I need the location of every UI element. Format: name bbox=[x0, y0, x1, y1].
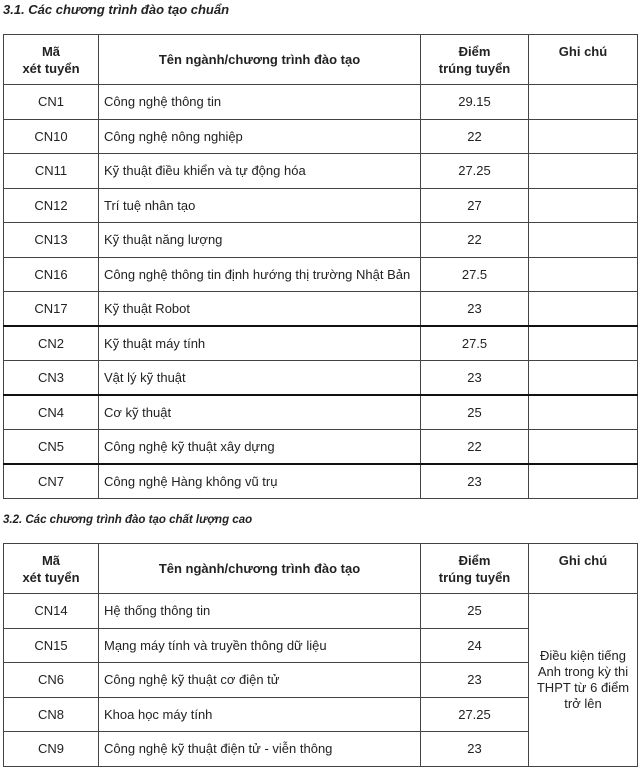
cell-name: Mạng máy tính và truyền thông dữ liệu bbox=[99, 628, 421, 663]
cell-code: CN13 bbox=[4, 223, 99, 258]
header-code-line2: xét tuyển bbox=[22, 570, 80, 585]
cell-score: 25 bbox=[421, 594, 529, 629]
cell-score: 27 bbox=[421, 188, 529, 223]
cell-code: CN15 bbox=[4, 628, 99, 663]
table-row bbox=[4, 464, 638, 499]
standard-programs-table bbox=[3, 34, 638, 499]
table-row bbox=[4, 154, 638, 189]
cell-code: CN8 bbox=[4, 697, 99, 732]
cell-code: CN16 bbox=[4, 257, 99, 292]
cell-name: Cơ kỹ thuật bbox=[99, 395, 421, 430]
cell-note bbox=[529, 292, 638, 327]
cell-score: 23 bbox=[421, 361, 529, 396]
table-row bbox=[4, 326, 638, 361]
cell-name: Kỹ thuật năng lượng bbox=[99, 223, 421, 258]
cell-name: Công nghệ kỹ thuật xây dựng bbox=[99, 430, 421, 465]
table-row bbox=[4, 223, 638, 258]
table-row bbox=[4, 395, 638, 430]
table-row bbox=[4, 257, 638, 292]
cell-code: CN1 bbox=[4, 85, 99, 120]
high-quality-programs-table bbox=[3, 543, 638, 767]
header-score-line2: trúng tuyển bbox=[438, 570, 511, 585]
cell-score: 27.5 bbox=[421, 257, 529, 292]
cell-name: Vật lý kỹ thuật bbox=[99, 361, 421, 396]
cell-name: Công nghệ thông tin định hướng thị trường Nhật Bản bbox=[99, 257, 421, 292]
header-score bbox=[421, 544, 529, 594]
cell-code: CN9 bbox=[4, 732, 99, 767]
cell-code: CN2 bbox=[4, 326, 99, 361]
header-code-line1: Mã bbox=[41, 44, 61, 59]
cell-name: Kỹ thuật điều khiển và tự động hóa bbox=[99, 154, 421, 189]
cell-score: 27.25 bbox=[421, 697, 529, 732]
table-row bbox=[4, 594, 638, 629]
cell-note bbox=[529, 154, 638, 189]
header-note: Ghi chú bbox=[529, 544, 638, 594]
cell-name: Khoa học máy tính bbox=[99, 697, 421, 732]
cell-name: Công nghệ nông nghiệp bbox=[99, 119, 421, 154]
cell-code: CN6 bbox=[4, 663, 99, 698]
cell-score: 23 bbox=[421, 464, 529, 499]
section-title-standard-programs: 3.1. Các chương trình đào tạo chuẩn bbox=[3, 2, 230, 17]
cell-note bbox=[529, 188, 638, 223]
cell-score: 24 bbox=[421, 628, 529, 663]
cell-score: 27.5 bbox=[421, 326, 529, 361]
header-score-line1: Điểm bbox=[458, 553, 491, 568]
table-row bbox=[4, 361, 638, 396]
cell-note bbox=[529, 85, 638, 120]
header-score bbox=[421, 35, 529, 85]
cell-name: Kỹ thuật máy tính bbox=[99, 326, 421, 361]
header-name: Tên ngành/chương trình đào tạo bbox=[99, 544, 421, 594]
header-code bbox=[4, 544, 99, 594]
cell-note bbox=[529, 119, 638, 154]
cell-score: 27.25 bbox=[421, 154, 529, 189]
cell-score: 22 bbox=[421, 430, 529, 465]
table-row bbox=[4, 430, 638, 465]
header-code-line2: xét tuyển bbox=[22, 61, 80, 76]
cell-note bbox=[529, 430, 638, 465]
header-score-line2: trúng tuyển bbox=[438, 61, 511, 76]
table-row bbox=[4, 292, 638, 327]
cell-code: CN3 bbox=[4, 361, 99, 396]
cell-name: Công nghệ kỹ thuật cơ điện tử bbox=[99, 663, 421, 698]
cell-note bbox=[529, 326, 638, 361]
cell-name: Kỹ thuật Robot bbox=[99, 292, 421, 327]
cell-score: 22 bbox=[421, 223, 529, 258]
cell-score: 23 bbox=[421, 732, 529, 767]
cell-note bbox=[529, 361, 638, 396]
cell-code: CN7 bbox=[4, 464, 99, 499]
cell-code: CN11 bbox=[4, 154, 99, 189]
cell-score: 29.15 bbox=[421, 85, 529, 120]
cell-score: 23 bbox=[421, 663, 529, 698]
cell-note bbox=[529, 464, 638, 499]
cell-name: Trí tuệ nhân tạo bbox=[99, 188, 421, 223]
cell-score: 22 bbox=[421, 119, 529, 154]
section-title-high-quality-programs: 3.2. Các chương trình đào tạo chất lượng cao bbox=[3, 514, 253, 526]
table-header-row bbox=[4, 35, 638, 85]
merged-note-cell: Điều kiện tiếng Anh trong kỳ thi THPT từ 6 điểm trở lên bbox=[529, 594, 638, 767]
header-name: Tên ngành/chương trình đào tạo bbox=[99, 35, 421, 85]
header-code bbox=[4, 35, 99, 85]
cell-name: Công nghệ kỹ thuật điện tử - viễn thông bbox=[99, 732, 421, 767]
table-row bbox=[4, 119, 638, 154]
table-header-row bbox=[4, 544, 638, 594]
cell-code: CN10 bbox=[4, 119, 99, 154]
cell-code: CN17 bbox=[4, 292, 99, 327]
cell-note bbox=[529, 223, 638, 258]
cell-note bbox=[529, 257, 638, 292]
header-code-line1: Mã bbox=[41, 553, 61, 568]
cell-code: CN4 bbox=[4, 395, 99, 430]
header-score-line1: Điểm bbox=[458, 44, 491, 59]
cell-name: Công nghệ Hàng không vũ trụ bbox=[99, 464, 421, 499]
table-row bbox=[4, 85, 638, 120]
cell-code: CN12 bbox=[4, 188, 99, 223]
cell-note bbox=[529, 395, 638, 430]
cell-name: Công nghệ thông tin bbox=[99, 85, 421, 120]
cell-score: 23 bbox=[421, 292, 529, 327]
cell-code: CN5 bbox=[4, 430, 99, 465]
cell-code: CN14 bbox=[4, 594, 99, 629]
cell-name: Hệ thống thông tin bbox=[99, 594, 421, 629]
table-row bbox=[4, 188, 638, 223]
cell-score: 25 bbox=[421, 395, 529, 430]
header-note: Ghi chú bbox=[529, 35, 638, 85]
